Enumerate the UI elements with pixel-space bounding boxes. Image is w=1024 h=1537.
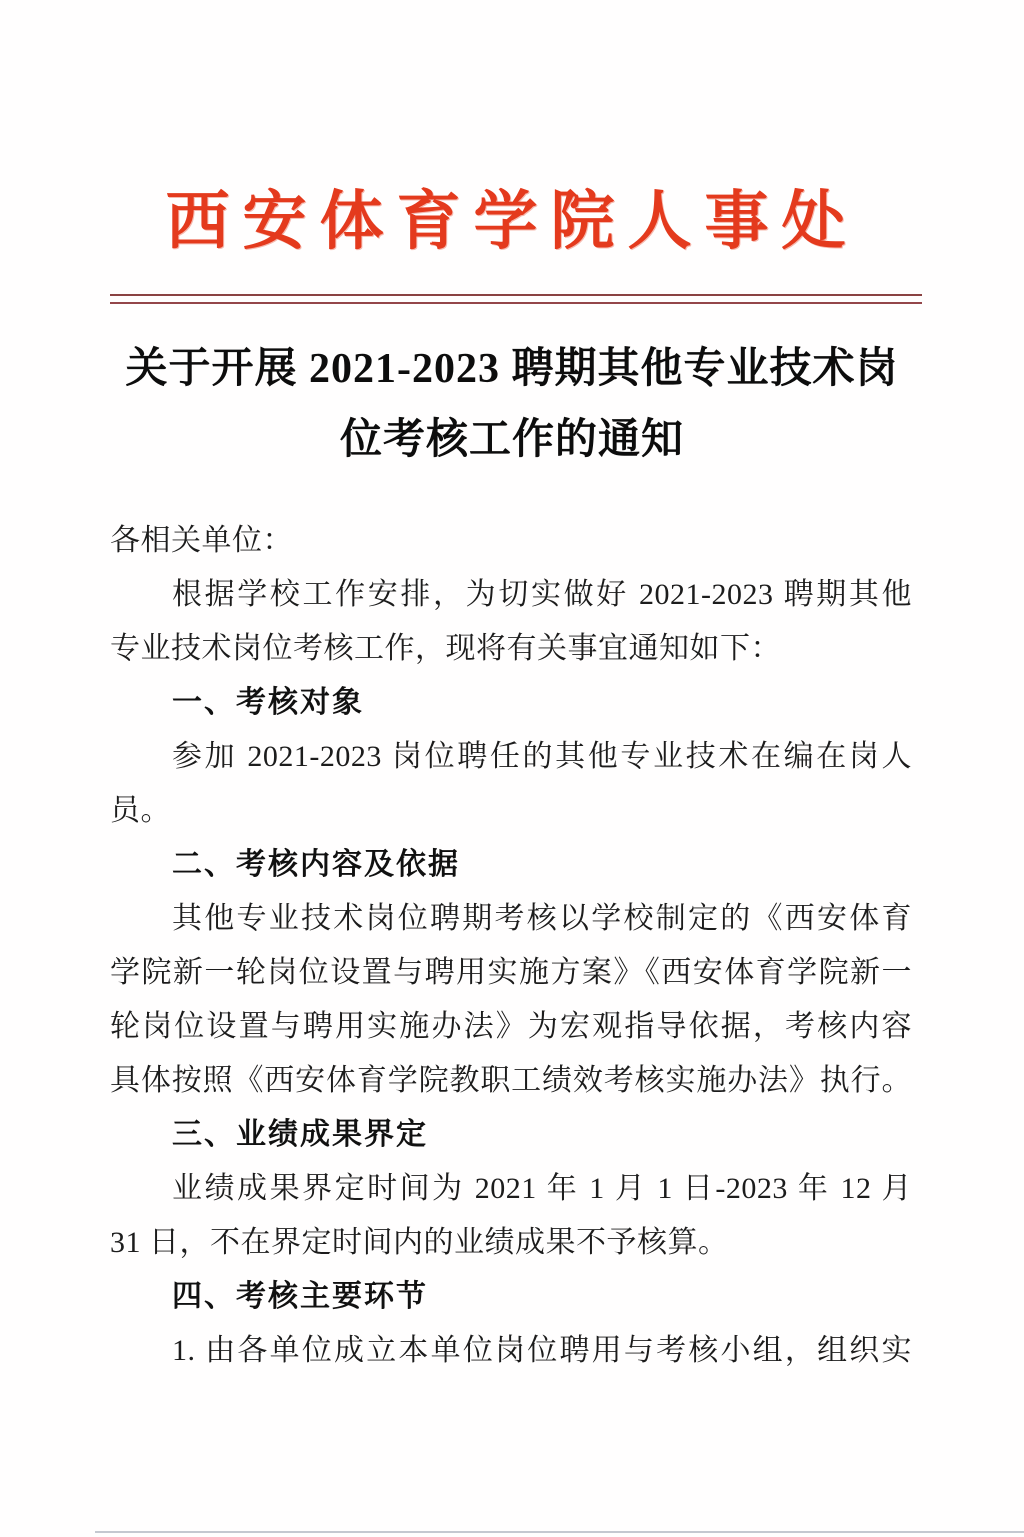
body-line: 专业技术岗位考核工作，现将有关事宜通知如下： [110,632,781,665]
section-heading-1: 一、考核对象 [172,686,364,719]
body-line: 轮岗位设置与聘用实施办法》为宏观指导依据，考核内容 [110,1010,912,1043]
notice-title [0,334,1024,476]
body-line: 参加 2021-2023 岗位聘任的其他专业技术在编在岗人 [172,740,912,773]
body-line: 业绩成果界定时间为 2021 年 1 月 1 日-2023 年 12 月 [172,1172,912,1205]
letterhead-rule-bottom [110,302,922,304]
body-line: 学院新一轮岗位设置与聘用实施方案》《西安体育学院新一 [110,956,912,989]
letterhead-rule-top [110,294,922,296]
notice-title-line2: 位考核工作的通知 [339,417,684,463]
body-line: 根据学校工作安排，为切实做好 2021-2023 聘期其他 [172,578,912,611]
notice-title-line1: 关于开展 2021-2023 聘期其他专业技术岗 [125,346,899,392]
section-heading-2: 二、考核内容及依据 [172,848,460,881]
section-heading-3: 三、业绩成果界定 [172,1118,428,1151]
notice-body [110,514,912,1378]
body-line: 员。 [110,794,171,827]
body-line: 1. 由各单位成立本单位岗位聘用与考核小组，组织实 [172,1334,912,1367]
body-line: 其他专业技术岗位聘期考核以学校制定的《西安体育 [172,902,912,935]
body-line: 具体按照《西安体育学院教职工绩效考核实施办法》执行。 [110,1064,912,1097]
salutation: 各相关单位： [110,524,293,557]
scanner-edge-line [95,1531,1024,1533]
body-line: 31 日，不在界定时间内的业绩成果不予核算。 [110,1226,729,1259]
letterhead-title: 西安体育学院人事处 [165,186,859,257]
section-heading-4: 四、考核主要环节 [172,1280,428,1313]
